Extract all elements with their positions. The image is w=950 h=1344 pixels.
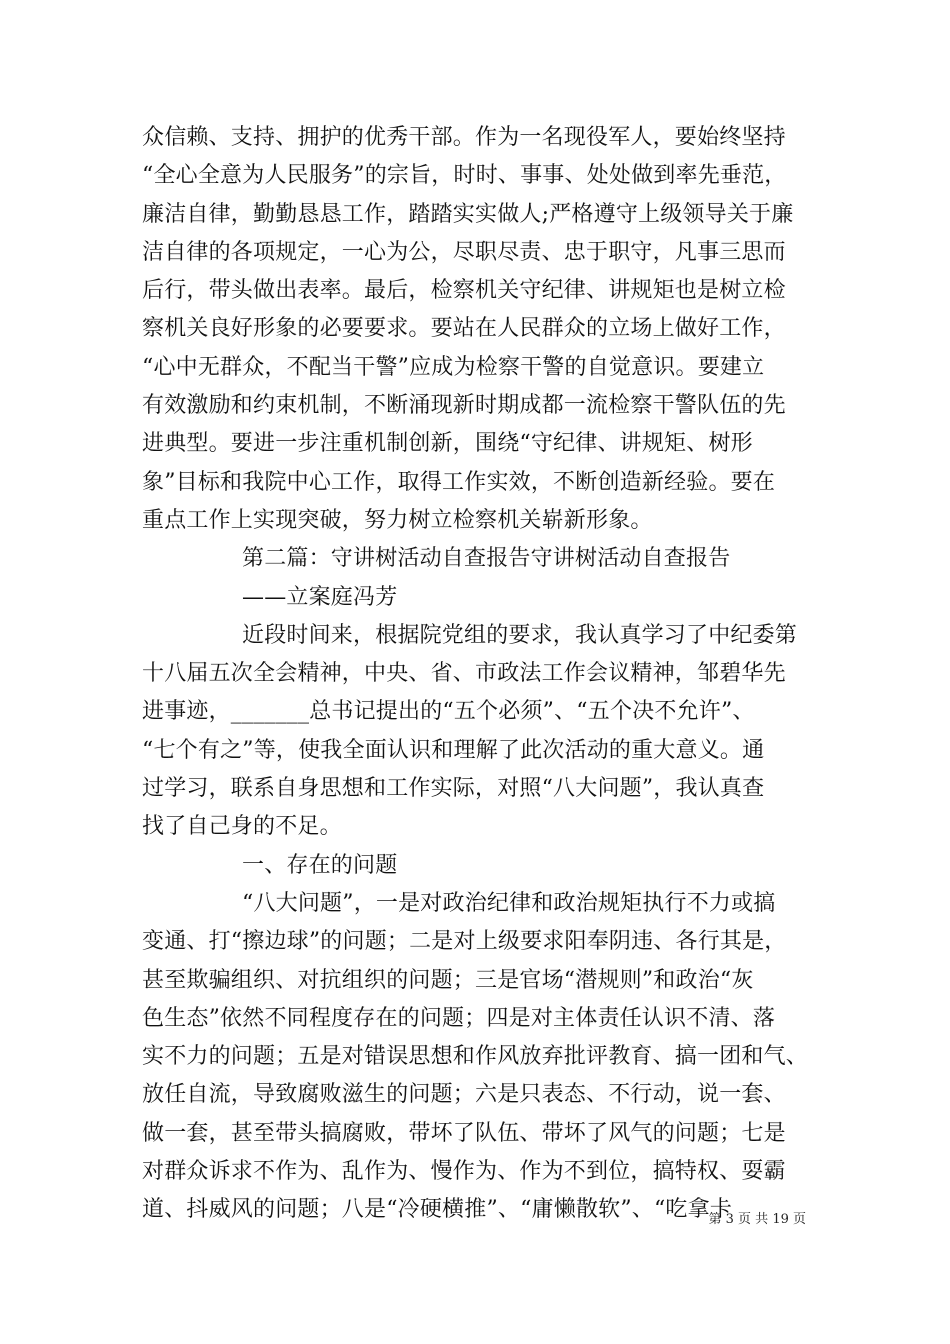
text-line: 道、抖威风的问题；八是“冷硬横推”、“庸懒散软”、“吃拿卡 bbox=[142, 1197, 733, 1223]
text-line: 进典型。要进一步注重机制创新，围绕“守纪律、讲规矩、树形 bbox=[142, 431, 753, 457]
text-line: 甚至欺骗组织、对抗组织的问题；三是官场“潜规则”和政治“灰 bbox=[142, 967, 754, 993]
text-line: 后行，带头做出表率。最后，检察机关守纪律、讲规矩也是树立检 bbox=[142, 278, 786, 304]
page-number-footer: 第 3 页 共 19 页 bbox=[708, 1212, 806, 1227]
author-line: ——立案庭冯芳 bbox=[242, 584, 398, 610]
subsection-heading: 一、存在的问题 bbox=[242, 852, 398, 878]
text-line: 对群众诉求不作为、乱作为、慢作为、作为不到位，搞特权、耍霸 bbox=[142, 1159, 786, 1185]
text-line: “七个有之”等，使我全面认识和理解了此次活动的重大意义。通 bbox=[142, 737, 765, 763]
text-line: 实不力的问题；五是对错误思想和作风放弃批评教育、搞一团和气、 bbox=[142, 1044, 809, 1070]
text-line: 色生态”依然不同程度存在的问题；四是对主体责任认识不清、落 bbox=[142, 1005, 776, 1031]
text-line: “八大问题”，一是对政治纪律和政治规矩执行不力或搞 bbox=[242, 890, 776, 916]
text-line: 察机关良好形象的必要要求。要站在人民群众的立场上做好工作， bbox=[142, 316, 786, 342]
text-line: “全心全意为人民服务”的宗旨，时时、事事、处处做到率先垂范， bbox=[142, 163, 787, 189]
text-line: 近段时间来，根据院党组的要求，我认真学习了中纪委第 bbox=[242, 622, 798, 648]
text-line: 过学习，联系自身思想和工作实际，对照“八大问题”，我认真查 bbox=[142, 776, 765, 802]
text-line: 有效激励和约束机制，不断涌现新时期成都一流检察干警队伍的先 bbox=[142, 393, 786, 419]
text-line: 众信赖、支持、拥护的优秀干部。作为一名现役军人，要始终坚持 bbox=[142, 125, 786, 150]
text-line: 做一套，甚至带头搞腐败，带坏了队伍、带坏了风气的问题；七是 bbox=[142, 1120, 786, 1146]
text-line: 重点工作上实现突破，努力树立检察机关崭新形象。 bbox=[142, 507, 653, 533]
text-line: 十八届五次全会精神，中央、省、市政法工作会议精神，邹碧华先 bbox=[142, 661, 786, 687]
section-heading: 第二篇：守讲树活动自查报告守讲树活动自查报告 bbox=[242, 546, 731, 572]
text-line: 变通、打“擦边球”的问题；二是对上级要求阳奉阴违、各行其是， bbox=[142, 929, 787, 955]
body-text bbox=[142, 119, 822, 1230]
text-line: 象”目标和我院中心工作，取得工作实效，不断创造新经验。要在 bbox=[142, 469, 776, 495]
text-line: 找了自己身的不足。 bbox=[142, 814, 342, 840]
text-line: 进事迹，_______总书记提出的“五个必须”、“五个决不允许”、 bbox=[142, 699, 755, 725]
text-line: 廉洁自律，勤勤恳恳工作，踏踏实实做人;严格遵守上级领导关于廉 bbox=[142, 201, 794, 227]
text-line: 放任自流，导致腐败滋生的问题；六是只表态、不行动，说一套、 bbox=[142, 1082, 786, 1108]
text-line: “心中无群众，不配当干警”应成为检察干警的自觉意识。要建立 bbox=[142, 354, 765, 380]
text-line: 洁自律的各项规定，一心为公，尽职尽责、忠于职守，凡事三思而 bbox=[142, 239, 786, 265]
